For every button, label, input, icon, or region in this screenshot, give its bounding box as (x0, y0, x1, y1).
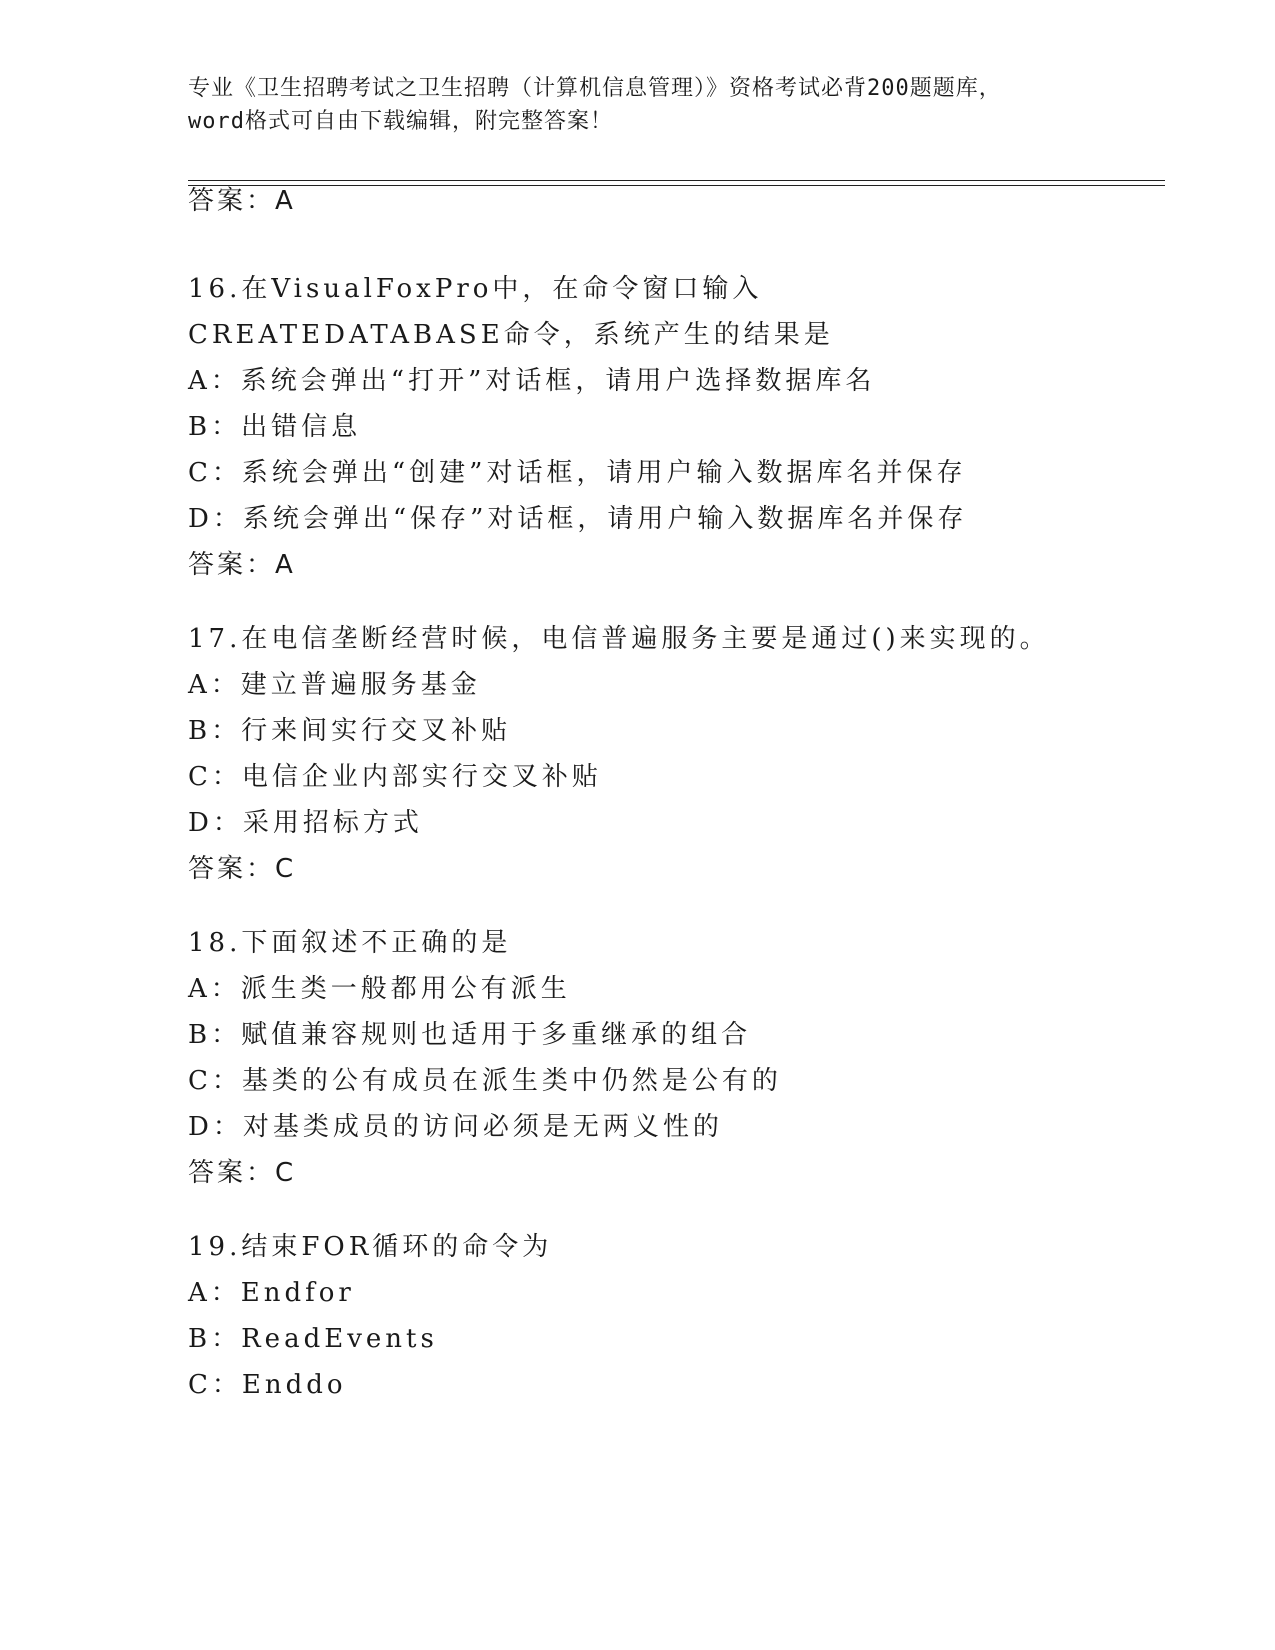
answer-line (188, 846, 1148, 892)
question-18 (188, 920, 1148, 1196)
option-c: C：系统会弹出“创建”对话框，请用户输入数据库名并保存 (188, 458, 967, 488)
option-b: B：ReadEvents (188, 1324, 438, 1354)
option-c: C：基类的公有成员在派生类中仍然是公有的 (188, 1066, 782, 1096)
answer-label: 答案： (188, 854, 276, 884)
previous-answer (188, 178, 1148, 224)
option-d: D：对基类成员的访问必须是无两义性的 (188, 1112, 723, 1142)
answer-label: 答案： (188, 1158, 276, 1188)
answer-line (188, 178, 1148, 224)
document-header (188, 72, 1088, 138)
option-b: B：出错信息 (188, 412, 362, 442)
answer-line (188, 542, 1148, 588)
option-a: A：建立普遍服务基金 (188, 670, 481, 700)
question-19 (188, 1224, 1148, 1408)
option-b: B：行来间实行交叉补贴 (188, 716, 512, 746)
option-d: D：采用招标方式 (188, 808, 423, 838)
answer-label: 答案： (188, 550, 276, 580)
option-c: C：电信企业内部实行交叉补贴 (188, 762, 602, 792)
answer-line (188, 1150, 1148, 1196)
option-a: A：Endfor (188, 1278, 355, 1308)
answer-value: A (275, 550, 296, 580)
answer-label: 答案： (188, 186, 276, 216)
question-stem: 19.结束FOR循环的命令为 (188, 1232, 553, 1262)
option-a: A：系统会弹出“打开”对话框，请用户选择数据库名 (188, 366, 876, 396)
question-stem: 18.下面叙述不正确的是 (188, 928, 512, 958)
answer-value: C (275, 1158, 297, 1188)
header-line-2: word格式可自由下载编辑，附完整答案！ (188, 109, 613, 134)
answer-value: C (275, 854, 297, 884)
question-stem: 16.在VisualFoxPro中，在命令窗口输入CREATEDATABASE命令，系统产生的结果是 (188, 274, 834, 350)
question-stem: 17.在电信垄断经营时候，电信普遍服务主要是通过()来实现的。 (188, 624, 1050, 654)
option-b: B：赋值兼容规则也适用于多重继承的组合 (188, 1020, 752, 1050)
option-d: D：系统会弹出“保存”对话框，请用户输入数据库名并保存 (188, 504, 968, 534)
answer-value: A (275, 186, 296, 216)
option-a: A：派生类一般都用公有派生 (188, 974, 571, 1004)
option-c: C：Enddo (188, 1370, 347, 1400)
header-line-1: 专业《卫生招聘考试之卫生招聘（计算机信息管理）》资格考试必背200题题库， (188, 76, 1002, 101)
question-16 (188, 266, 1148, 588)
question-17 (188, 616, 1148, 892)
